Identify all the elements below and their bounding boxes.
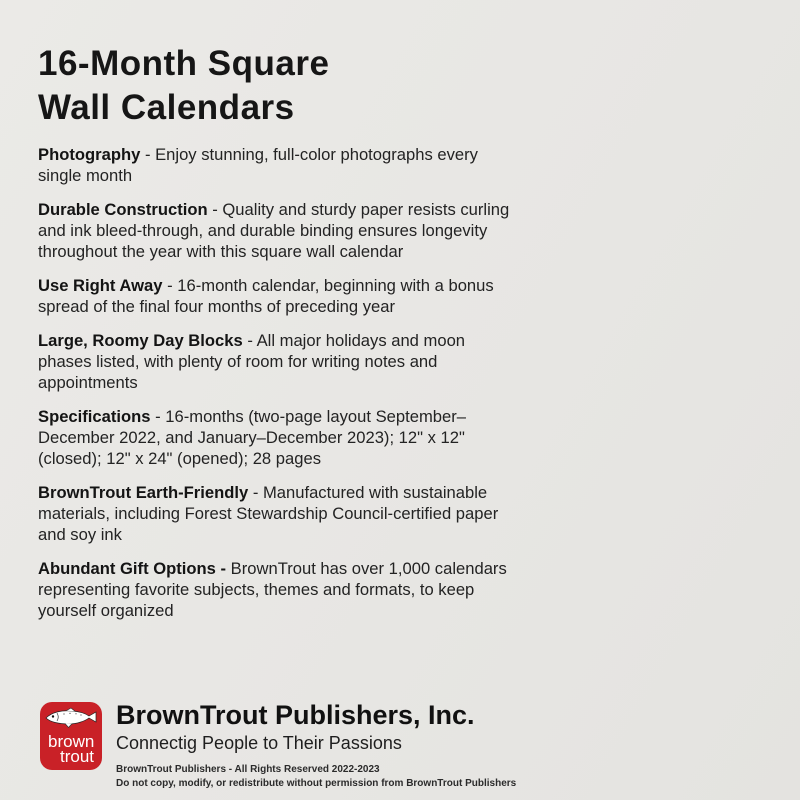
legal-text: [116, 763, 516, 791]
legal-line2: Do not copy, modify, or redistribute without permission from BrownTrout Publishers: [116, 778, 517, 789]
publisher-name: BrownTrout Publishers, Inc.: [116, 700, 475, 730]
page-title: [38, 42, 516, 130]
feature-large-roomy-day-blocks: Large, Roomy Day Blocks - All major holidays and moon phases listed, with plenty of room for writing notes and appointments: [38, 331, 466, 392]
publisher-footer: [40, 702, 516, 791]
browntrout-logo: [40, 702, 102, 770]
legal-line1: BrownTrout Publishers - All Rights Reserved 2022-2023: [116, 764, 380, 775]
logo-wordmark: brown trout: [48, 732, 95, 766]
feature-abundant-gift-options: Abundant Gift Options - BrownTrout has over 1,000 calendars representing favorite subjects, themes and formats, to keep yourself organized: [38, 559, 507, 620]
publisher-info: [116, 700, 516, 791]
feature-durable-construction: Durable Construction - Quality and sturdy paper resists curling and ink bleed-through, and durable binding ensures longevity throughout the year with this square wall calendar: [38, 200, 510, 261]
feature-specifications: Specifications - 16-months (two-page layout September–December 2022, and January–December 2023); 12" x 12" (closed); 12" x 24" (opened); 28 pages: [38, 407, 466, 468]
feature-photography: Photography - Enjoy stunning, full-color photographs every single month: [38, 145, 478, 185]
publisher-tagline: Connectig People to Their Passions: [116, 733, 402, 753]
product-description: [38, 42, 516, 634]
page-title-line1: 16-Month Square: [38, 44, 330, 83]
feature-earth-friendly: BrownTrout Earth-Friendly - Manufactured with sustainable materials, including Forest Stewardship Council-certified paper and soy ink: [38, 483, 499, 544]
page-title-line2: Wall Calendars: [38, 88, 295, 127]
trout-fish-icon: [44, 707, 98, 729]
feature-use-right-away: Use Right Away - 16-month calendar, beginning with a bonus spread of the final four months of preceding year: [38, 276, 494, 316]
wall-calendar-mockup: [520, 0, 800, 800]
